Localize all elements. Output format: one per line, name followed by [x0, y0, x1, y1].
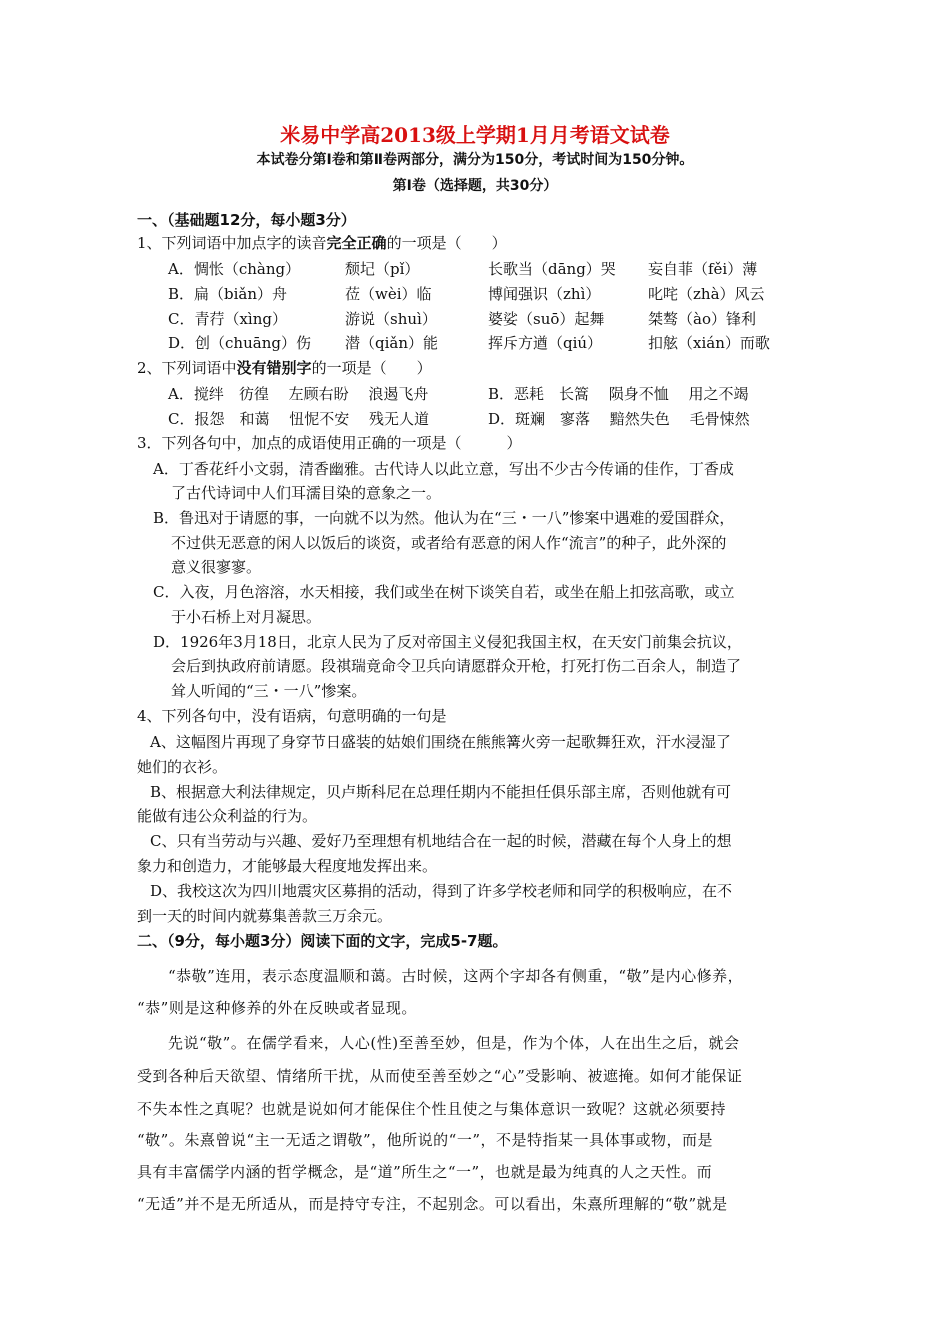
q3-line: B．鲁迅对于请愿的事，一向就不以为然。他认为在“三・一八”惨案中遇难的爱国群众，	[153, 509, 735, 527]
q1-stem-pre: 1、下列词语中加点字的读音	[137, 234, 327, 252]
q2-stem-pre: 2、下列词语中	[137, 359, 237, 377]
q2-stem-bold: 没有错别字	[236, 359, 312, 377]
q1-stem-post: 的一项是（ ）	[386, 234, 507, 252]
q2-option: D．斑斓 寥落 黯然失色 毛骨悚然	[488, 410, 750, 428]
q4-line: C、只有当劳动与兴趣、爱好乃至理想有机地结合在一起的时候，潜藏在每个人身上的想	[150, 832, 732, 850]
q1-option: 叱咤（zhà）风云	[648, 285, 765, 303]
q1-option: 婆娑（suō）起舞	[488, 310, 605, 328]
q3-line: 耸人听闻的“三・一八”惨案。	[171, 682, 367, 700]
q2-stem	[137, 358, 432, 378]
q2-option: C．报怨 和蔼 忸怩不安 残无人道	[168, 410, 430, 428]
q1-option: 潜（qiǎn）能	[345, 334, 439, 352]
q4-line: A、这幅图片再现了身穿节日盛装的姑娘们围绕在熊熊篝火旁一起歌舞狂欢，汗水浸湿了	[150, 733, 731, 751]
part-heading: 第Ⅰ卷（选择题，共30分）	[392, 178, 558, 194]
q2-option: A．搅绊 彷徨 左顾右盼 浪遏飞舟	[168, 385, 429, 403]
passage-line: 具有丰富儒学内涵的哲学概念，是“道”所生之“一”，也就是最为纯真的人之天性。而	[137, 1163, 713, 1181]
q4-line: 她们的衣衫。	[137, 758, 228, 776]
q1-option: 挥斥方遒（qiú）	[488, 334, 603, 352]
q4-line: 象力和创造力，才能够最大程度地发挥出来。	[137, 857, 438, 875]
q1-option: B．扁（biǎn）舟	[168, 285, 288, 303]
q4-line: B、根据意大利法律规定，贝卢斯科尼在总理任期内不能担任俱乐部主席，否则他就有可	[150, 783, 732, 801]
q1-option: 博闻强识（zhì）	[488, 285, 601, 303]
passage-line: “敬”。朱熹曾说“主一无适之谓敬”，他所说的“一”，不是特指某一具体事或物，而是	[137, 1131, 714, 1149]
q3-line: A．丁香花纤小文弱，清香幽雅。古代诗人以此立意，写出不少古今传诵的佳作，丁香成	[153, 460, 734, 478]
q3-line: D．1926年3月18日，北京人民为了反对帝国主义侵犯我国主权，在天安门前集会抗议，	[153, 633, 742, 651]
passage-line: 先说“敬”。在儒学看来，人心(性)至善至妙，但是，作为个体，人在出生之后，就会	[168, 1034, 740, 1052]
q2-stem-post: 的一项是（ ）	[311, 359, 432, 377]
q1-option: C．青荇（xìng）	[168, 310, 287, 328]
q3-line: 会后到执政府前请愿。段祺瑞竟命令卫兵向请愿群众开枪，打死打伤二百余人，制造了	[171, 657, 742, 675]
q2-option: B．恶耗 长篙 陨身不恤 用之不竭	[488, 385, 749, 403]
exam-subtitle: 本试卷分第Ⅰ卷和第Ⅱ卷两部分，满分为150分，考试时间为150分钟。	[256, 152, 694, 168]
q4-line: 能做有违公众利益的行为。	[137, 807, 318, 825]
exam-title: 米易中学高2013级上学期1月月考语文试卷	[280, 123, 670, 147]
q4-stem: 4、下列各句中，没有语病，句意明确的一句是	[137, 707, 447, 725]
q1-option: 桀骜（ào）锋利	[648, 310, 756, 328]
q3-line: 意义很寥寥。	[171, 558, 262, 576]
q1-option: 扣舷（xián）而歌	[648, 334, 770, 352]
q4-line: 到一天的时间内就募集善款三万余元。	[137, 907, 393, 925]
q1-option: 游说（shuì）	[345, 310, 437, 328]
passage-line: “恭敬”连用，表示态度温顺和蔼。古时候，这两个字却各有侧重，“敬”是内心修养，	[168, 967, 744, 985]
q1-option: 长歌当（dāng）哭	[488, 260, 616, 278]
q1-option: 颓圮（pǐ）	[345, 260, 420, 278]
passage-line: 受到各种后天欲望、情绪所干扰，从而使至善至妙之“心”受影响、被遮掩。如何才能保证	[137, 1067, 743, 1085]
q1-option: 妄自菲（fěi）薄	[648, 260, 758, 278]
q1-option: 莅（wèi）临	[345, 285, 432, 303]
passage-line: 不失本性之真呢？也就是说如何才能保住个性且使之与集体意识一致呢？这就必须要持	[137, 1100, 727, 1118]
q3-line: 不过供无恶意的闲人以饭后的谈资，或者给有恶意的闲人作“流言”的种子，此外深的	[171, 534, 727, 552]
q3-line: 于小石桥上对月凝思。	[171, 608, 322, 626]
q3-line: 了古代诗词中人们耳濡目染的意象之一。	[171, 484, 442, 502]
q1-stem	[137, 233, 507, 253]
q1-stem-bold: 完全正确	[326, 234, 387, 252]
passage-line: “无适”并不是无所适从，而是持守专注，不起别念。可以看出，朱熹所理解的“敬”就是	[137, 1195, 728, 1213]
q4-line: D、我校这次为四川地震灾区募捐的活动，得到了许多学校老师和同学的积极响应，在不	[150, 882, 733, 900]
passage-line: “恭”则是这种修养的外在反映或者显现。	[137, 999, 417, 1017]
q3-stem: 3．下列各句中，加点的成语使用正确的一项是（ ）	[137, 434, 522, 452]
q1-option: A．惆怅（chàng）	[168, 260, 301, 278]
q1-option: D．创（chuāng）伤	[168, 334, 311, 352]
section1-heading: 一、（基础题12分，每小题3分）	[137, 211, 356, 229]
q3-line: C．入夜，月色溶溶，水天相接，我们或坐在树下谈笑自若，或坐在船上扣弦高歌，或立	[153, 583, 735, 601]
section2-heading: 二、（9分，每小题3分）阅读下面的文字，完成5-7题。	[137, 932, 508, 950]
